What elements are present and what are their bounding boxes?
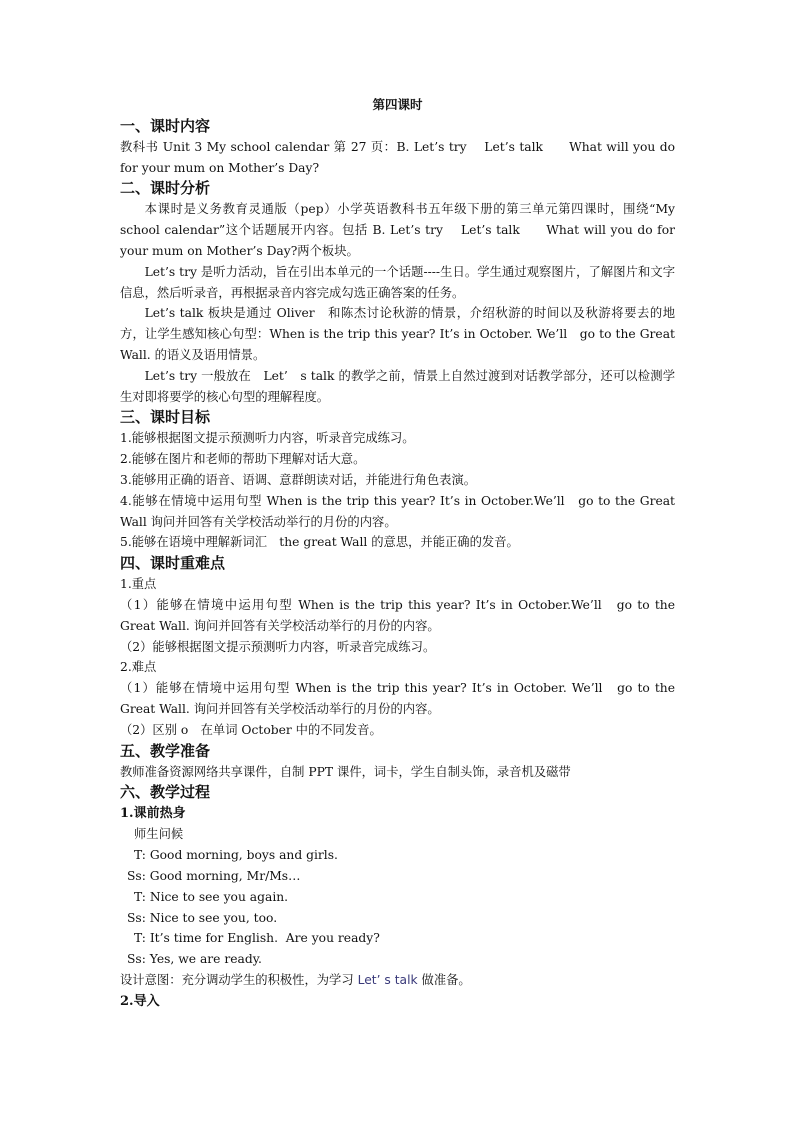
lesson-title: 第四课时	[372, 97, 423, 112]
section-3-heading: 三、课时目标	[120, 408, 211, 427]
design-intent-lets-talk: Let’ s talk	[357, 972, 418, 987]
step-intro-heading: 2.导入	[120, 993, 160, 1009]
greeting-label: 师生问候	[134, 827, 184, 842]
section-6-heading: 六、教学过程	[120, 783, 211, 802]
analysis-paragraph: Let’s try 一般放在 Let’ s talk 的教学之前，情景上自然过渡到对话教学部分，还可以检测学生对即将要学的核心句型的理解程度。	[120, 368, 675, 404]
design-intent-end: 做准备。	[417, 972, 471, 987]
key-point-item: （2）能够根据图文提示预测听力内容，听录音完成练习。	[120, 639, 436, 654]
difficult-points-label: 2.难点	[120, 660, 157, 675]
dialogue-line: Ss: Good morning, Mr/Ms…	[127, 868, 301, 883]
difficult-point-item: （2）区别 o 在单词 October 中的不同发音。	[120, 722, 382, 737]
dialogue-line: T: Nice to see you again.	[134, 889, 289, 904]
document-page	[120, 95, 675, 1012]
goal-item: 1.能够根据图文提示预测听力内容，听录音完成练习。	[120, 431, 415, 446]
design-intent-text: 设计意图：充分调动学生的积极性，为学习	[120, 972, 358, 987]
difficult-point-item: （1）能够在情境中运用句型 When is the trip this year? It’s in October. We’ll go to the Great Wall. 询问并回答有关学校活动举行的月份的内容。	[120, 681, 675, 716]
analysis-paragraph: Let’s talk 板块是通过 Oliver 和陈杰讨论秋游的情景，介绍秋游的时间以及秋游将要去的地方，让学生感知核心句型：When is the trip this year? It’s in October. We’ll go to the Great Wall. 的语义及语用情景。	[120, 306, 675, 362]
preparation-text: 教师准备资源网络共享课件，自制 PPT 课件，词卡，学生自制头饰，录音机及磁带	[120, 764, 571, 779]
step-warmup-heading: 1.课前热身	[120, 806, 186, 822]
goal-item: 4.能够在情境中运用句型 When is the trip this year? It’s in October.We’ll go to the Great Wall 询问并回答有关学校活动举行的月份的内容。	[120, 493, 675, 529]
dialogue-line: T: It’s time for English. Are you ready?	[134, 931, 380, 946]
key-point-item: （1）能够在情境中运用句型 When is the trip this year? It’s in October.We’ll go to the Great Wall. 询问并回答有关学校活动举行的月份的内容。	[120, 597, 675, 633]
key-points-label: 1.重点	[120, 577, 157, 592]
section-4-heading: 四、课时重难点	[120, 554, 226, 573]
section-5-heading: 五、教学准备	[120, 741, 211, 760]
section-1-text: 教科书 Unit 3 My school calendar 第 27 页：B. Let’s try Let’s talk What will you do for your mum on Mother’s Day?	[120, 139, 675, 175]
goal-item: 5.能够在语境中理解新词汇 the great Wall 的意思，并能正确的发音。	[120, 535, 519, 550]
goal-item: 2.能够在图片和老师的帮助下理解对话大意。	[120, 452, 366, 467]
dialogue-line: Ss: Yes, we are ready.	[127, 952, 262, 967]
section-2-heading: 二、课时分析	[120, 179, 211, 198]
section-1-heading: 一、课时内容	[120, 116, 211, 135]
dialogue-line: T: Good morning, boys and girls.	[134, 848, 338, 863]
dialogue-line: Ss: Nice to see you, too.	[127, 910, 278, 925]
design-intent	[120, 970, 675, 991]
analysis-paragraph: Let’s try 是听力活动，旨在引出本单元的一个话题----生日。学生通过观察图片，了解图片和文字信息，然后听录音，再根据录音内容完成勾选正确答案的任务。	[120, 264, 675, 300]
analysis-paragraph: 本课时是义务教育灵通版（pep）小学英语教科书五年级下册的第三单元第四课时，围绕“My school calendar”这个话题展开内容。包括 B. Let’s try Let’s talk What will you do for your mum on Mother’s Day?两个板块。	[120, 202, 675, 258]
goal-item: 3.能够用正确的语音、语调、意群朗读对话，并能进行角色表演。	[120, 472, 477, 487]
